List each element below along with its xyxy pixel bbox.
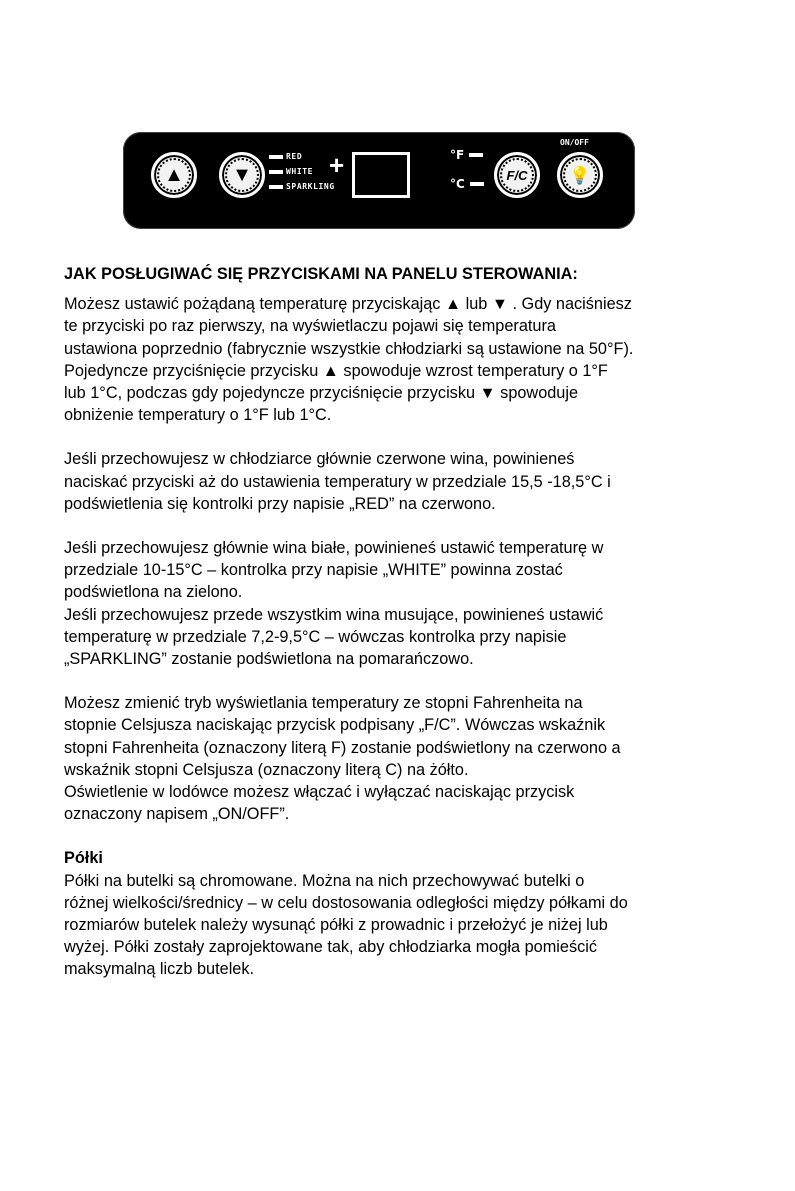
text-line: temperaturę w przedziale 7,2-9,5°C – wówczas kontrolka przy napisie	[64, 627, 567, 646]
fahrenheit-label: °F	[450, 148, 465, 162]
text-line: te przyciski po raz pierwszy, na wyświetlaczu pojawi się temperatura	[64, 317, 556, 336]
led-bar	[269, 170, 283, 174]
onoff-label: ON/OFF	[560, 138, 589, 147]
text-line: naciskać przyciski aż do ustawienia temperatury w przedziale 15,5 -18,5°C i	[64, 472, 611, 491]
temperature-display	[352, 152, 410, 198]
text-line: różnej wielkości/średnicy – w celu dostosowania odległości między półkami do	[64, 893, 628, 912]
led-bar	[470, 182, 484, 186]
plus-sign: +	[329, 150, 345, 180]
text-line: stopnie Celsjusza naciskając przycisk podpisany „F/C”. Wówczas wskaźnik	[64, 716, 606, 735]
text-line: Jeśli przechowujesz przede wszystkim wina musujące, powinieneś ustawić	[64, 605, 604, 624]
control-panel	[123, 132, 635, 229]
text-line: stopni Fahrenheita (oznaczony literą F) zostanie podświetlony na czerwono a	[64, 738, 621, 757]
text-line: lub 1°C, podczas gdy pojedyncze przyciśnięcie przycisku ▼ spowoduje	[64, 384, 579, 403]
text-line: Możesz ustawić pożądaną temperaturę przyciskając ▲ lub ▼ . Gdy naciśniesz	[64, 295, 632, 314]
text-line: oznaczony napisem „ON/OFF”.	[64, 805, 290, 824]
text-line: Możesz zmienić tryb wyświetlania temperatury ze stopni Fahrenheita na	[64, 694, 583, 713]
text-line: Półki na butelki są chromowane. Można na nich przechowywać butelki o	[64, 871, 585, 890]
section-heading: JAK POSŁUGIWAĆ SIĘ PRZYCISKAMI NA PANELU STEROWANIA:	[64, 265, 578, 283]
up-arrow-icon: ▲	[164, 164, 184, 186]
paragraph-temperature-setting	[64, 293, 744, 426]
light-onoff-button[interactable]	[557, 152, 603, 198]
fc-toggle-button[interactable]	[494, 152, 540, 198]
led-bar	[469, 153, 483, 157]
celsius-label: °C	[450, 177, 465, 191]
led-bar	[269, 155, 283, 159]
text-line: maksymalną liczb butelek.	[64, 960, 255, 979]
text-line: podświetlona na zielono.	[64, 583, 243, 602]
temperature-down-button[interactable]	[219, 152, 265, 198]
text-line: rozmiarów butelek należy wysunąć półki z prowadnic i przełożyć je niżej lub	[64, 916, 608, 935]
indicator-label: RED	[286, 152, 303, 161]
indicator-red	[269, 152, 302, 161]
text-line: Pojedyncze przyciśnięcie przycisku ▲ spowoduje wzrost temperatury o 1°F	[64, 361, 608, 380]
indicator-sparkling	[269, 182, 335, 191]
shelves-heading: Półki	[64, 849, 103, 868]
text-line: Jeśli przechowujesz głównie wina białe, powinieneś ustawić temperaturę w	[64, 539, 604, 558]
paragraph-units-light	[64, 692, 744, 825]
indicator-label: SPARKLING	[286, 182, 335, 191]
fc-icon: F/C	[506, 167, 528, 183]
instructions-text	[64, 263, 744, 981]
text-line: ustawiona poprzednio (fabrycznie wszystkie chłodziarki są ustawione na 50°F).	[64, 339, 634, 358]
text-line: Oświetlenie w lodówce możesz włączać i wyłączać naciskając przycisk	[64, 783, 575, 802]
text-line: Jeśli przechowujesz w chłodziarce głównie czerwone wina, powinieneś	[64, 450, 575, 469]
paragraph-shelves	[64, 870, 744, 981]
text-line: „SPARKLING” zostanie podświetlona na pomarańczowo.	[64, 650, 474, 669]
temperature-up-button[interactable]	[151, 152, 197, 198]
paragraph-red-wine	[64, 448, 744, 515]
celsius-indicator	[450, 177, 484, 191]
light-bulb-icon: 💡	[569, 165, 591, 185]
indicator-white	[269, 167, 313, 176]
paragraph-white-sparkling	[64, 537, 744, 670]
indicator-label: WHITE	[286, 167, 314, 176]
text-line: podświetlenia się kontrolki przy napisie „RED” na czerwono.	[64, 494, 496, 513]
text-line: wyżej. Półki zostały zaprojektowane tak, aby chłodziarka mogła pomieścić	[64, 938, 597, 957]
fahrenheit-indicator	[450, 148, 483, 162]
down-arrow-icon: ▼	[232, 164, 252, 186]
text-line: przedziale 10-15°C – kontrolka przy napisie „WHITE” powinna zostać	[64, 561, 563, 580]
text-line: wskaźnik stopni Celsjusza (oznaczony literą C) na żółto.	[64, 760, 469, 779]
led-bar	[269, 185, 283, 189]
text-line: obniżenie temperatury o 1°F lub 1°C.	[64, 406, 332, 425]
